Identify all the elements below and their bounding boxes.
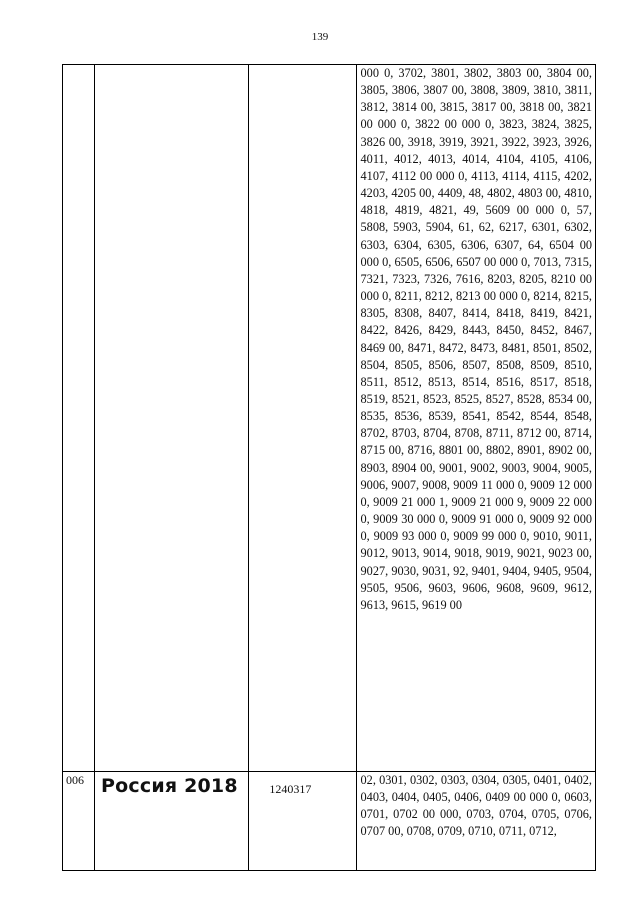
registration-number-cell: [249, 65, 356, 772]
row-number-cell: [63, 65, 95, 772]
trademark-cell: Россия 2018: [95, 772, 249, 871]
table-row: [63, 772, 596, 871]
trademark-cell: [95, 65, 249, 772]
page-number: 139: [311, 31, 329, 43]
table-row: [63, 65, 596, 772]
trademark-table: [62, 64, 596, 871]
row-number-cell: 006: [63, 772, 95, 871]
registration-number-cell: 1240317: [249, 772, 356, 871]
goods-codes-cell: 000 0, 3702, 3801, 3802, 3803 00, 3804 00, 3805, 3806, 3807 00, 3808, 3809, 3810, 3811, 3812, 3814 00, 3815, 3817 00, 3818 00, 3821 00 000 0, 3822 00 000 0, 3823, 3824, 3825, 3826 00, 3918, 3919, 3921, 3922, 3923, 3926, 4011, 4012, 4013, 4014, 4104, 4105, 4106, 4107, 4112 00 000 0, 4113, 4114, 4115, 4202, 4203, 4205 00, 4409, 48, 4802, 4803 00, 4810, 4818, 4819, 4821, 49, 5609 00 000 0, 57, 5808, 5903, 5904, 61, 62, 6217, 6301, 6302, 6303, 6304, 6305, 6306, 6307, 64, 6504 00 000 0, 6505, 6506, 6507 00 000 0, 7013, 7315, 7321, 7323, 7326, 7616, 8203, 8205, 8210 00 000 0, 8211, 8212, 8213 00 000 0, 8214, 8215, 8305, 8308, 8407, 8414, 8418, 8419, 8421, 8422, 8426, 8429, 8443, 8450, 8452, 8467, 8469 00, 8471, 8472, 8473, 8481, 8501, 8502, 8504, 8505, 8506, 8507, 8508, 8509, 8510, 8511, 8512, 8513, 8514, 8516, 8517, 8518, 8519, 8521, 8523, 8525, 8527, 8528, 8534 00, 8535, 8536, 8539, 8541, 8542, 8544, 8548, 8702, 8703, 8704, 8708, 8711, 8712 00, 8714, 8715 00, 8716, 8801 00, 8802, 8901, 8902 00, 8903, 8904 00, 9001, 9002, 9003, 9004, 9005, 9006, 9007, 9008, 9009 11 000 0, 9009 12 000 0, 9009 21 000 1, 9009 21 000 9, 9009 22 000 0, 9009 30 000 0, 9009 91 000 0, 9009 92 000 0, 9009 93 000 0, 9009 99 000 0, 9010, 9011, 9012, 9013, 9014, 9018, 9019, 9021, 9023 00, 9027, 9030, 9031, 92, 9401, 9404, 9405, 9504, 9505, 9506, 9603, 9606, 9608, 9609, 9612, 9613, 9615, 9619 00: [356, 65, 595, 772]
goods-codes-cell: 02, 0301, 0302, 0303, 0304, 0305, 0401, 0402, 0403, 0404, 0405, 0406, 0409 00 000 0, 0603, 0701, 0702 00 000, 0703, 0704, 0705, 0706, 0707 00, 0708, 0709, 0710, 0711, 0712,: [356, 772, 595, 871]
